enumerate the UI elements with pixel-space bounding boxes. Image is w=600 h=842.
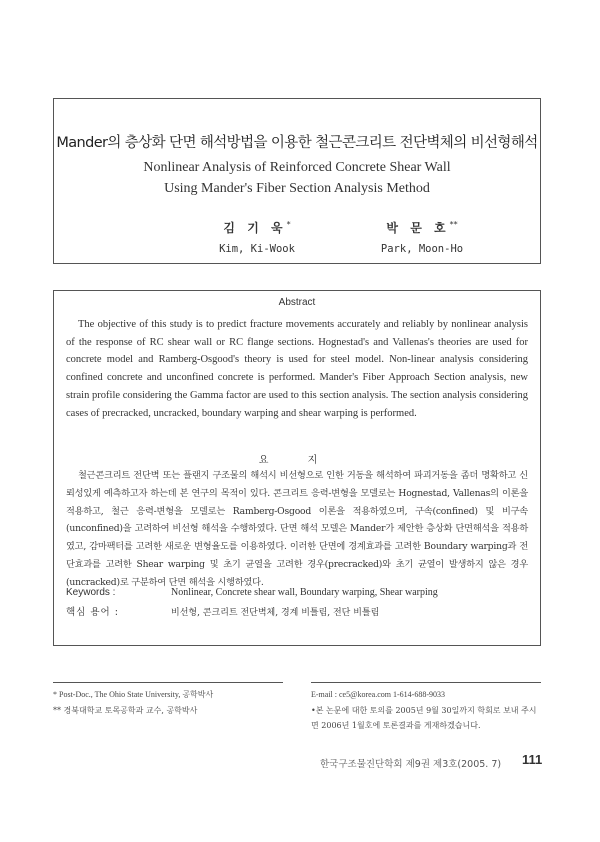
- author-1: [172, 219, 342, 255]
- title-box: [53, 98, 541, 264]
- footnote-rule-right: [311, 682, 541, 683]
- author-2-mark: **: [449, 220, 458, 229]
- footnote-rule-left: [53, 682, 283, 683]
- keywords-korean-text: 비선형, 콘크리트 전단벽체, 경계 비틀림, 전단 비틀림: [171, 608, 380, 618]
- footnote-author-2: ** 경북대학교 토목공학과 교수, 공학박사: [53, 706, 198, 715]
- footnote-discussion-notice: •본 논문에 대한 토의를 2005년 9월 30일까지 학회로 보내 주시면 2006년 1월호에 토론결과를 게재하겠습니다.: [311, 706, 537, 730]
- keywords-korean-label: 핵심 용어 :: [66, 607, 119, 618]
- korean-abstract-heading: 요 지: [258, 455, 336, 466]
- author-1-name-ko: 김 기 욱: [223, 221, 287, 235]
- footnote-author-1: * Post-Doc., The Ohio State University, 공학박사: [53, 690, 214, 699]
- korean-abstract-text: 철근콘크리트 전단벽 또는 플랜지 구조물의 해석시 비선형으로 인한 거동을 해석하여 파괴거동을 좀더 명확하고 신뢰성있게 예측하고자 하는데 본 연구의 목적이 있다. 콘크리트 응력-변형을 모델로는 Hognestad, Vallenas의 이론을 적용하고, 철근 응력-변형을 모델로는 Ramberg-Osgood 이론을 적용하였으며, 구속(confined) 및 비구속(unconfined)을 고려하여 비선형 해석을 수행하였다. 단면 해석 모델은 Mander가 제안한 층상화 단면해석을 적용하였고, 감마팩터를 고려한 새로운 변형율도를 이용하였다. 이러한 단면에 경계효과를 고려한 Boundary warping과 전단효과를 고려한 Shear warping 및 초기 균열을 고려한 경우(precracked)와 초기 균열이 발생하지 않은 경우(uncracked)로 구분하여 단면 해석을 시행하였다.: [66, 470, 528, 588]
- author-1-name-en: Kim, Ki-Wook: [219, 243, 295, 255]
- journal-footer: 한국구조물진단학회 제9권 제3호(2005. 7): [320, 759, 502, 770]
- title-korean: Mander의 층상화 단면 해석방법을 이용한 철근콘크리트 전단벽체의 비선형해석: [56, 135, 538, 151]
- keywords-korean: [66, 604, 532, 618]
- abstract-text: The objective of this study is to predict fracture movements accurately and reliably by nonlinear analysis of the response of RC shear wall or RC flange sections. Hognestad's and Vallenas's theories are used for concrete model and Ramberg-Osgood's theory is used for steel model. Non-linear analysis considering confined concrete and unconfined concrete is performed. Mander's Fiber Approach Section analysis, new strain profile considering the Gamma factor are used to this section analysis. The section analysis considering cases of precracked, uncracked, boundary warping and shear warping is performed.: [66, 319, 528, 419]
- author-2-name-ko: 박 문 호: [386, 221, 450, 235]
- abstract-box: [53, 290, 541, 646]
- footnote-email: E-mail : ce5@korea.com 1-614-688-9033: [311, 690, 445, 699]
- author-2-name-en: Park, Moon-Ho: [380, 243, 464, 255]
- page-number: 111: [522, 752, 543, 767]
- abstract-heading: Abstract: [278, 297, 316, 308]
- author-1-mark: *: [286, 220, 291, 229]
- keywords-english: [66, 587, 532, 598]
- title-english-line2: Using Mander's Fiber Section Analysis Method: [164, 181, 430, 196]
- author-2: [337, 219, 507, 255]
- keywords-english-text: Nonlinear, Concrete shear wall, Boundary warping, Shear warping: [171, 587, 438, 598]
- keywords-english-label: Keywords :: [66, 587, 116, 598]
- title-english: [54, 157, 540, 199]
- title-english-line1: Nonlinear Analysis of Reinforced Concrete Shear Wall: [143, 160, 451, 175]
